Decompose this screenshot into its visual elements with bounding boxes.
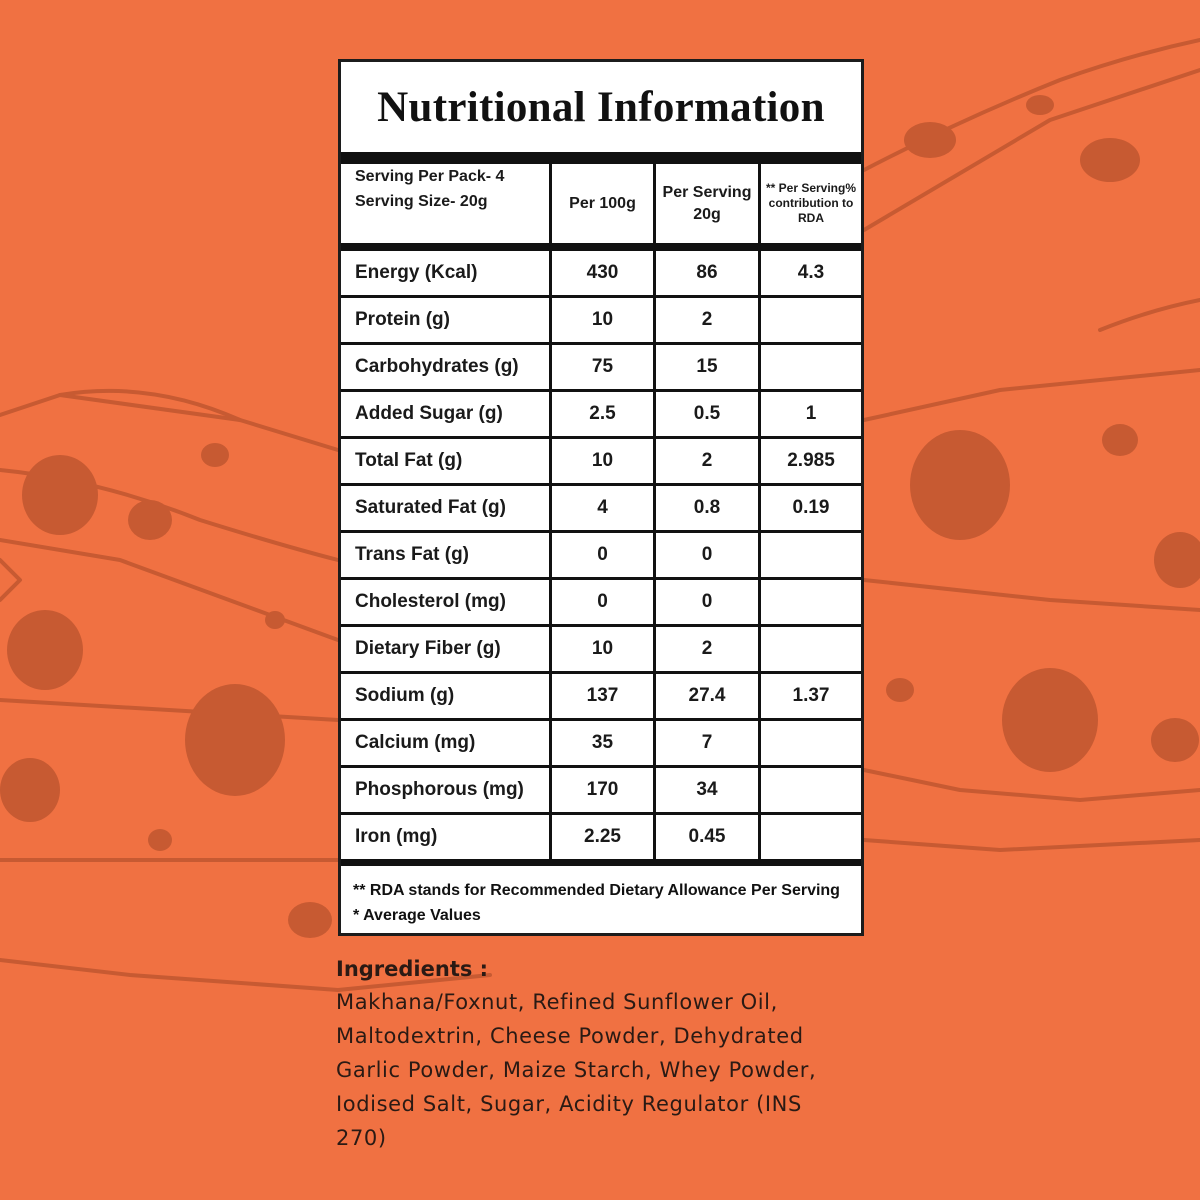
servings-per-pack: Serving Per Pack- 4 — [355, 168, 505, 185]
nutrient-name: Phosphorous (mg) — [355, 779, 524, 800]
per-100g-value: 10 — [549, 627, 653, 671]
ingredients-list — [336, 985, 876, 1155]
per-serving-value: 0 — [653, 533, 758, 577]
table-row — [341, 345, 861, 392]
table-row — [341, 627, 861, 674]
nutrient-name: Cholesterol (mg) — [355, 591, 506, 612]
average-values-footnote: * Average Values — [353, 907, 481, 924]
serving-size: Serving Size- 20g — [355, 193, 488, 210]
rda-header-line2: contribution to — [768, 196, 854, 210]
table-row — [341, 768, 861, 815]
per-100g-value: 2.5 — [549, 392, 653, 436]
rda-value: 4.3 — [758, 251, 861, 295]
panel-title: Nutritional Information — [377, 83, 825, 131]
per-100g-value: 35 — [549, 721, 653, 765]
nutrient-name: Carbohydrates (g) — [355, 356, 519, 377]
per-100g-value: 0 — [549, 533, 653, 577]
per-serving-value: 86 — [653, 251, 758, 295]
title-divider — [341, 152, 861, 164]
per-serving-value: 0 — [653, 580, 758, 624]
per-serving-value: 34 — [653, 768, 758, 812]
per-serving-value: 2 — [653, 627, 758, 671]
table-header-row — [341, 164, 861, 246]
per-serving-value: 2 — [653, 298, 758, 342]
rda-header-line3: RDA — [798, 211, 824, 225]
rda-footnote: ** RDA stands for Recommended Dietary Allowance Per Serving — [353, 882, 840, 899]
rda-value — [758, 580, 861, 624]
rda-value — [758, 721, 861, 765]
per-serving-value: 0.5 — [653, 392, 758, 436]
per-serving-value: 27.4 — [653, 674, 758, 718]
rda-value: 0.19 — [758, 486, 861, 530]
nutrient-name: Calcium (mg) — [355, 732, 476, 753]
ingredients-line: Garlic Powder, Maize Starch, Whey Powder, — [336, 1058, 817, 1082]
per-serving-value: 2 — [653, 439, 758, 483]
table-row — [341, 298, 861, 345]
rda-value: 1 — [758, 392, 861, 436]
title-box — [341, 62, 861, 152]
rda-value — [758, 298, 861, 342]
notes-divider — [341, 859, 861, 866]
ingredients-title: Ingredients : — [336, 957, 489, 981]
rda-value — [758, 768, 861, 812]
ingredients-line: 270) — [336, 1126, 387, 1150]
nutrient-name: Sodium (g) — [355, 685, 455, 706]
nutrient-name: Iron (mg) — [355, 826, 438, 847]
per-100g-value: 170 — [549, 768, 653, 812]
table-row — [341, 815, 861, 859]
nutrient-name: Protein (g) — [355, 309, 450, 330]
rda-value — [758, 627, 861, 671]
nutrition-facts-panel — [338, 59, 864, 936]
per-serving-header-line2: 20g — [693, 205, 721, 223]
table-row — [341, 251, 861, 298]
nutrient-name: Dietary Fiber (g) — [355, 638, 501, 659]
table-row — [341, 486, 861, 533]
per-serving-value: 7 — [653, 721, 758, 765]
per-100g-value: 75 — [549, 345, 653, 389]
table-row — [341, 580, 861, 627]
ingredients-line: Makhana/Foxnut, Refined Sunflower Oil, — [336, 990, 778, 1014]
per-100g-value: 430 — [549, 251, 653, 295]
rda-header — [758, 164, 861, 243]
footnotes — [341, 866, 861, 928]
nutrient-name: Energy (Kcal) — [355, 262, 478, 283]
serving-info-header — [341, 164, 549, 243]
table-row — [341, 439, 861, 486]
per-100g-header-label: Per 100g — [569, 194, 636, 212]
per-serving-value: 0.8 — [653, 486, 758, 530]
per-100g-value: 10 — [549, 298, 653, 342]
ingredients-section — [336, 957, 876, 1155]
rda-value: 1.37 — [758, 674, 861, 718]
per-serving-header — [653, 164, 758, 243]
ingredients-line: Maltodextrin, Cheese Powder, Dehydrated — [336, 1024, 804, 1048]
per-100g-value: 4 — [549, 486, 653, 530]
per-serving-value: 15 — [653, 345, 758, 389]
table-row — [341, 721, 861, 768]
per-100g-value: 10 — [549, 439, 653, 483]
per-serving-header-line1: Per Serving — [662, 183, 752, 201]
per-100g-value: 137 — [549, 674, 653, 718]
rda-header-line1: ** Per Serving% — [765, 181, 857, 195]
nutrient-name: Added Sugar (g) — [355, 403, 503, 424]
rda-value: 2.985 — [758, 439, 861, 483]
rda-value — [758, 815, 861, 859]
nutrient-name: Saturated Fat (g) — [355, 497, 506, 518]
per-100g-value: 2.25 — [549, 815, 653, 859]
per-100g-value: 0 — [549, 580, 653, 624]
per-100g-header — [549, 164, 653, 243]
table-row — [341, 674, 861, 721]
rda-value — [758, 345, 861, 389]
table-row — [341, 392, 861, 439]
per-serving-value: 0.45 — [653, 815, 758, 859]
ingredients-line: Iodised Salt, Sugar, Acidity Regulator (INS — [336, 1092, 802, 1116]
rda-value — [758, 533, 861, 577]
nutrient-name: Total Fat (g) — [355, 450, 463, 471]
nutrient-name: Trans Fat (g) — [355, 544, 470, 565]
table-row — [341, 533, 861, 580]
